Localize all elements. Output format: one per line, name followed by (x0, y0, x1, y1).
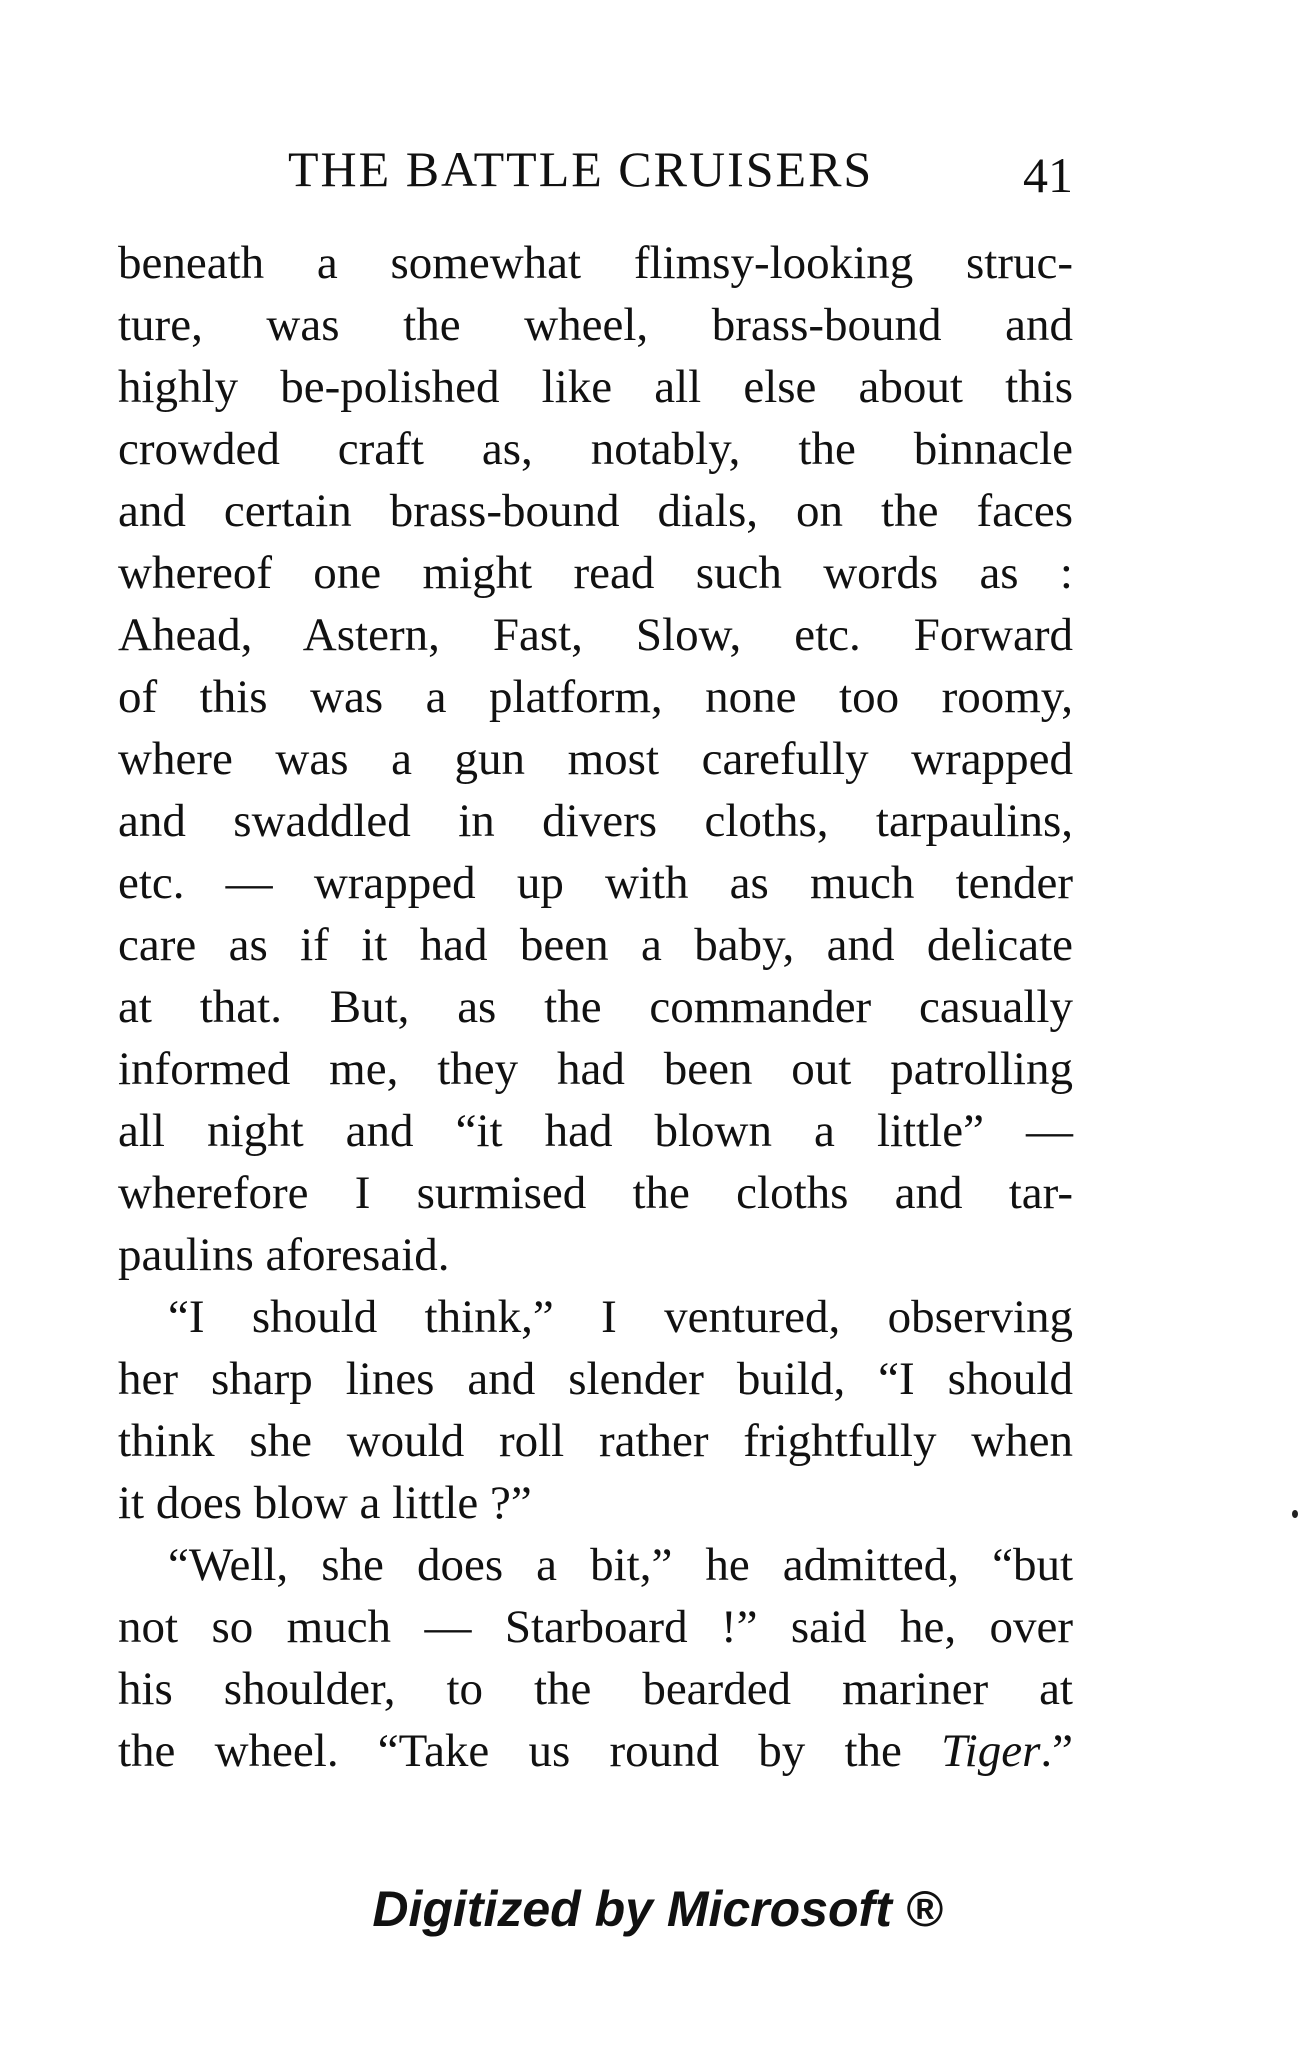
text-line: care as if it had been a baby, and delicate (118, 919, 1073, 971)
text-line: her sharp lines and slender build, “I should (118, 1353, 1073, 1405)
text-line: etc. — wrapped up with as much tender (118, 857, 1073, 909)
text-line: all night and “it had blown a little” — (118, 1105, 1073, 1157)
text-line: where was a gun most carefully wrapped (118, 733, 1073, 785)
body-text (118, 232, 1073, 1782)
paragraph-start-line: “I should think,” I ventured, observing (168, 1291, 1073, 1343)
text-line: not so much — Starboard !” said he, over (118, 1601, 1073, 1653)
text-line: of this was a platform, none too roomy, (118, 671, 1073, 723)
text-line: and swaddled in divers cloths, tarpaulins, (118, 795, 1073, 847)
text-line: at that. But, as the commander casually (118, 981, 1073, 1033)
text-line: his shoulder, to the bearded mariner at (118, 1663, 1073, 1715)
running-head (118, 140, 1073, 210)
text-line: highly be-polished like all else about this (118, 361, 1073, 413)
paragraph-start-line: “Well, she does a bit,” he admitted, “but (168, 1539, 1073, 1591)
paragraph-end-line: it does blow a little ?” (118, 1477, 532, 1529)
final-line-text: the wheel. “Take us round by the (118, 1725, 942, 1777)
digitized-watermark: Digitized by Microsoft ® (372, 1881, 943, 1937)
text-line: wherefore I surmised the cloths and tar- (118, 1167, 1073, 1219)
ship-name-italic: Tiger (941, 1725, 1041, 1777)
text-line: beneath a somewhat flimsy-looking struc- (118, 237, 1073, 289)
page-number: 41 (1023, 147, 1073, 203)
text-line: and certain brass-bound dials, on the faces (118, 485, 1073, 537)
text-line: crowded craft as, notably, the binnacle (118, 423, 1073, 475)
text-line: whereof one might read such words as : (118, 547, 1073, 599)
text-line: think she would roll rather frightfully when (118, 1415, 1073, 1467)
text-line: informed me, they had been out patrolling (118, 1043, 1073, 1095)
stray-ink-dot (1292, 1510, 1298, 1518)
running-title: THE BATTLE CRUISERS (288, 141, 874, 197)
text-line: Ahead, Astern, Fast, Slow, etc. Forward (118, 609, 1073, 661)
final-line (118, 1720, 1073, 1782)
final-line-end: .” (1040, 1725, 1073, 1777)
text-line: ture, was the wheel, brass-bound and (118, 299, 1073, 351)
paragraph-end-line: paulins aforesaid. (118, 1229, 450, 1281)
